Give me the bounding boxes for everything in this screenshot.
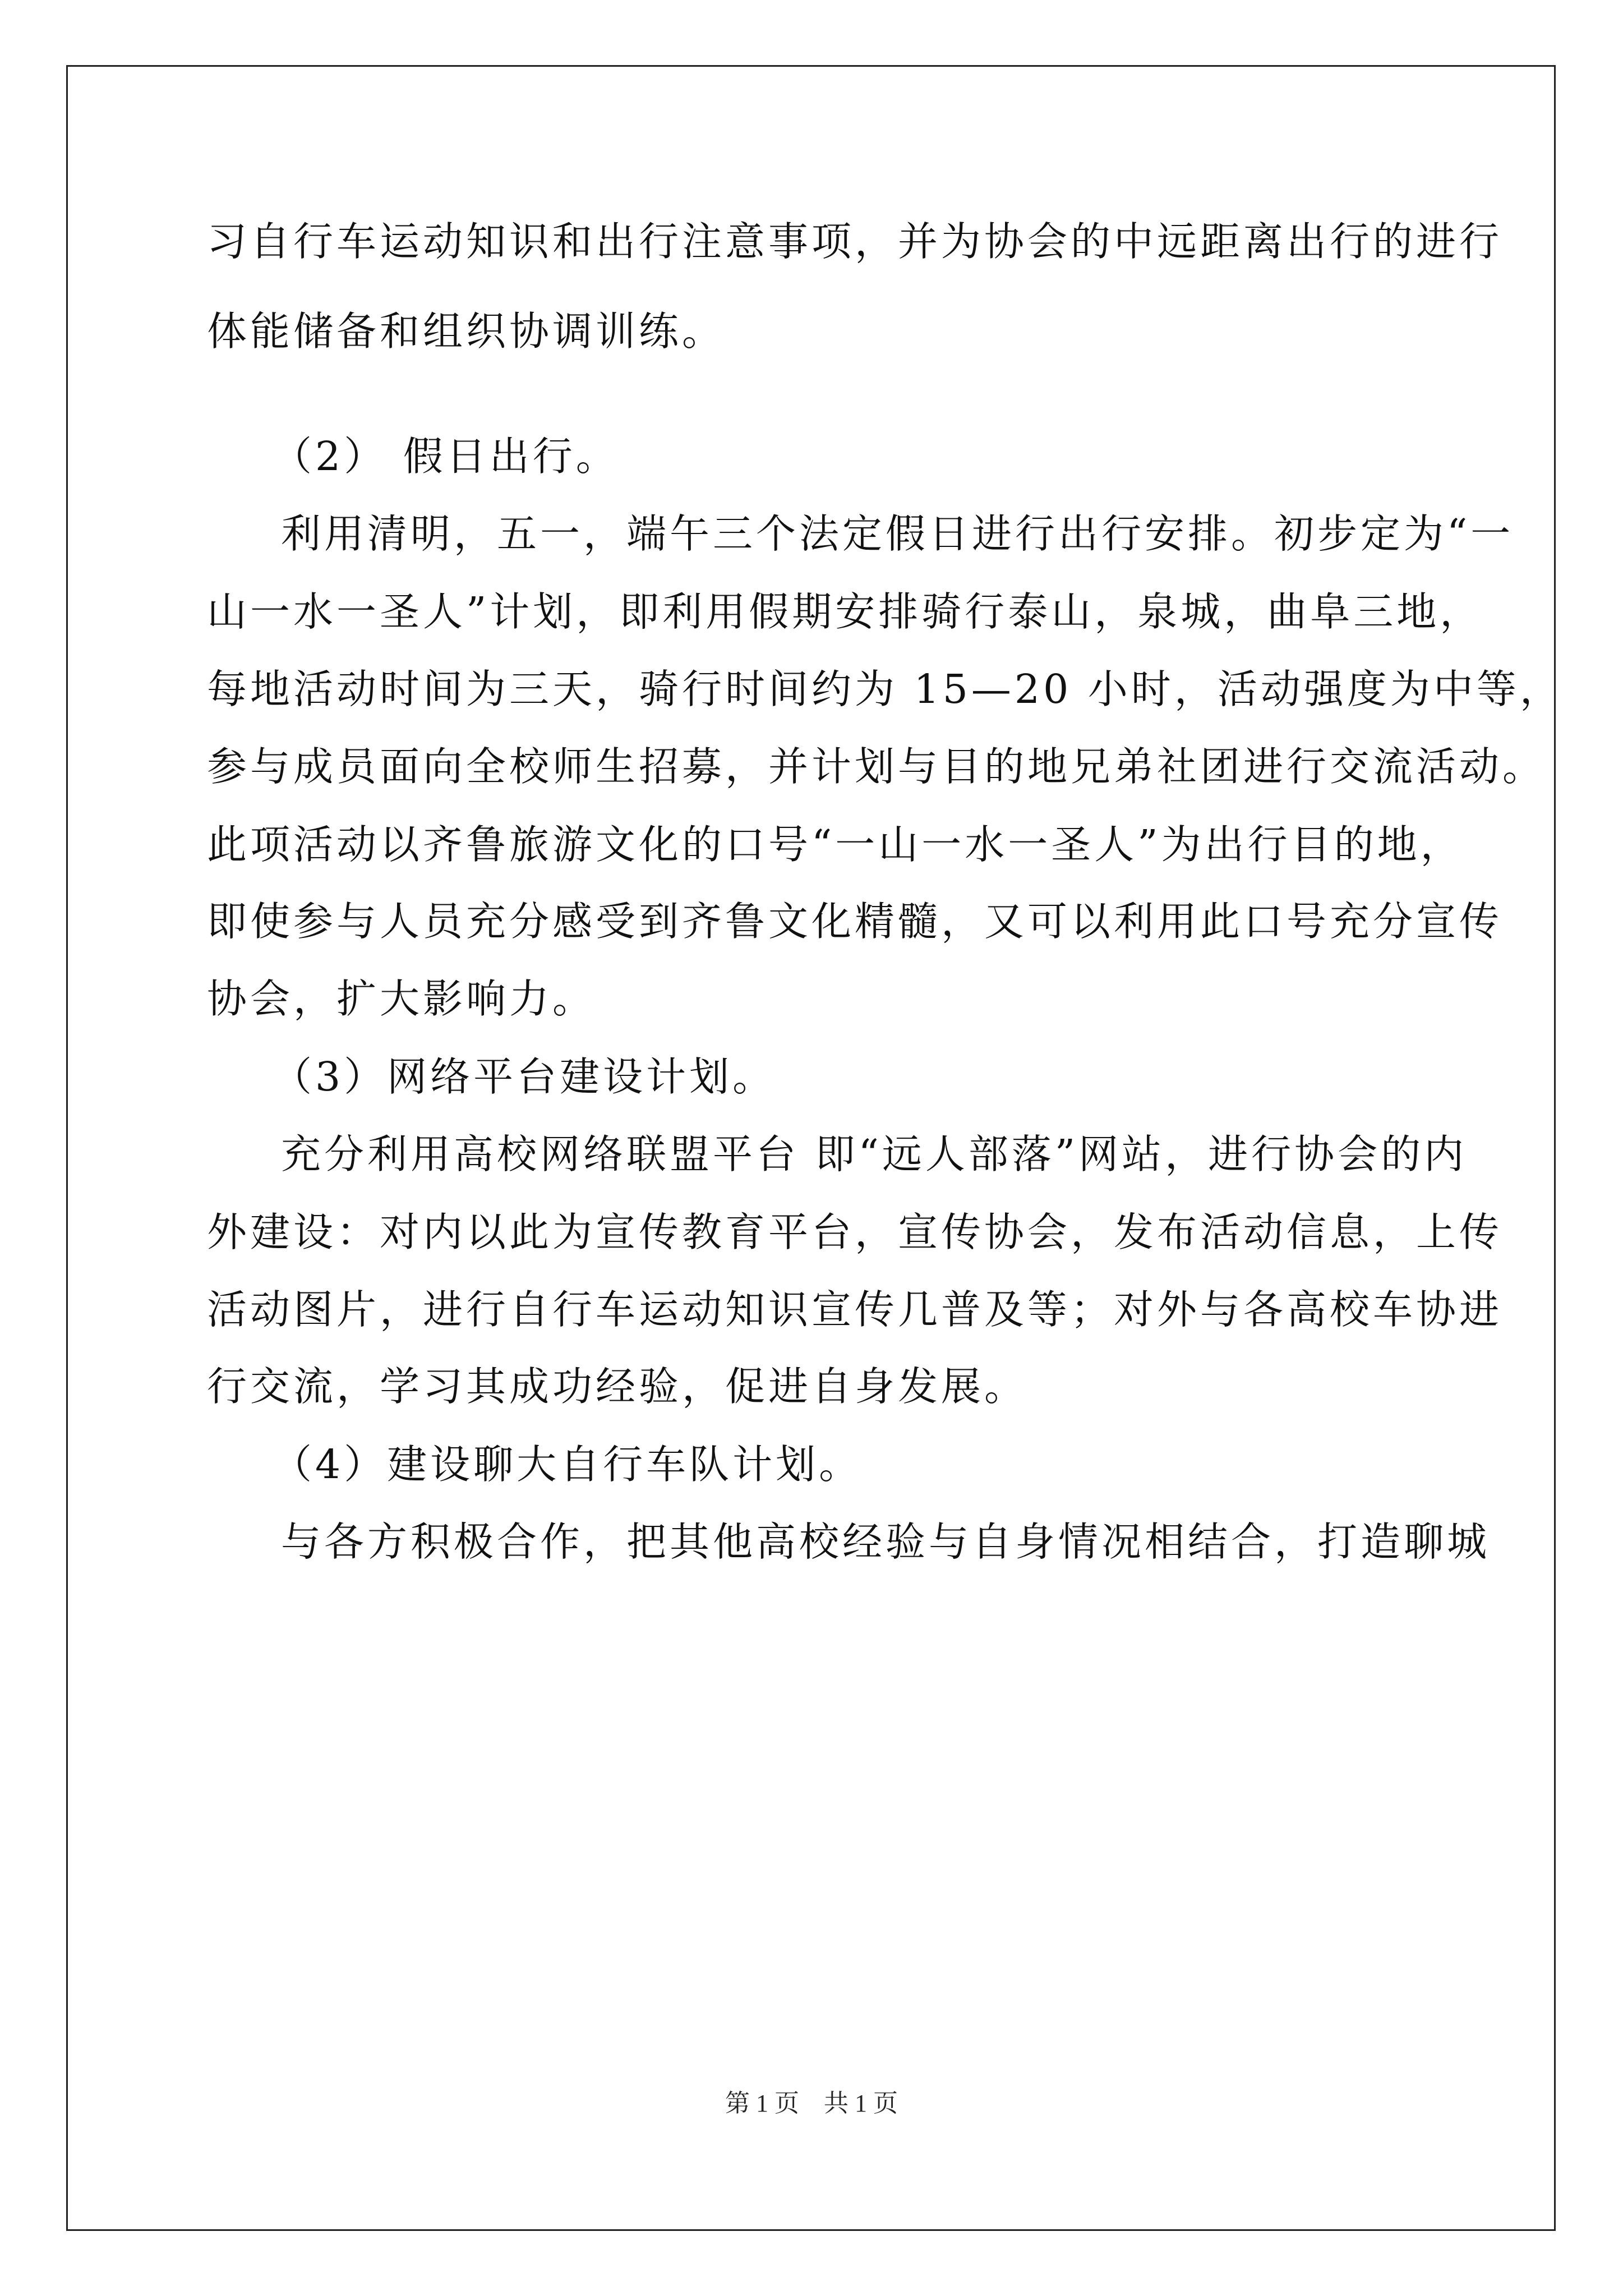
body-line: 即使参与人员充分感受到齐鲁文化精髓，又可以利用此口号充分宣传 (207, 898, 1503, 945)
body-line: 每地活动时间为三天，骑行时间约为 15—20 小时，活动强度为中等， (207, 666, 1563, 712)
page-number-footer: 第 1 页 共 1 页 (725, 2090, 898, 2117)
body-line: 行交流，学习其成功经验，促进自身发展。 (207, 1363, 1028, 1410)
list-heading-2: （2） 假日出行。 (272, 433, 619, 480)
body-line: 协会，扩大影响力。 (207, 976, 596, 1022)
list-heading-3: （3）网络平台建设计划。 (272, 1053, 776, 1100)
body-line: 此项活动以齐鲁旅游文化的口号“一山一水一圣人”为出行目的地， (207, 821, 1464, 868)
body-line: 体能储备和组织协调训练。 (207, 308, 726, 355)
paragraph-start: 与各方积极合作，把其他高校经验与自身情况相结合，打造聊城 (281, 1519, 1491, 1565)
paragraph-start: 充分利用高校网络联盟平台 即“远人部落”网站，进行协会的内 (281, 1131, 1468, 1177)
body-line: 山一水一圣人”计划，即利用假期安排骑行泰山，泉城，曲阜三地， (207, 588, 1483, 635)
paragraph-start: 利用清明，五一，端午三个法定假日进行出行安排。初步定为“一 (281, 510, 1514, 557)
body-line: 活动图片，进行自行车运动知识宣传几普及等；对外与各高校车协进 (207, 1286, 1503, 1333)
body-line: 外建设：对内以此为宣传教育平台，宣传协会，发布活动信息，上传 (207, 1209, 1503, 1255)
body-line: 参与成员面向全校师生招募，并计划与目的地兄弟社团进行交流活动。 (207, 743, 1546, 790)
body-line: 习自行车运动知识和出行注意事项，并为协会的中远距离出行的进行 (207, 218, 1503, 265)
list-heading-4: （4）建设聊大自行车队计划。 (272, 1441, 863, 1488)
